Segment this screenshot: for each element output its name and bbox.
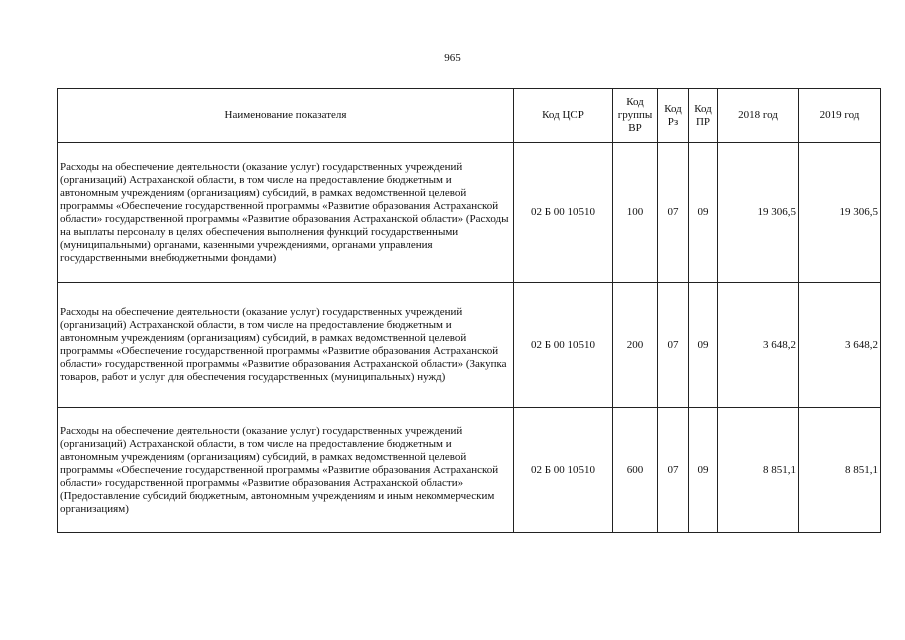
row-2019: 3 648,2: [799, 283, 881, 408]
header-name: Наименование показателя: [58, 89, 514, 143]
table-row: [58, 143, 881, 283]
row-2019: 19 306,5: [799, 143, 881, 283]
row-name: Расходы на обеспечение деятельности (оказание услуг) государственных учреждений (организаций) Астраханской области, в том числе на предоставление бюджетным и автономным учреждениям (организациям) субсидий, в рамках ведомственной целевой программы «Обеспечение государственной программы «Развитие образования Астраханской области» государственной программы «Развитие образования Астраханской области» (Предоставление субсидий бюджетным, автономным учреждениям и иным некоммерческим организациям): [58, 408, 514, 533]
header-pr: Код ПР: [689, 89, 718, 143]
row-pr: 09: [689, 143, 718, 283]
row-rz: 07: [658, 143, 689, 283]
row-vr: 600: [613, 408, 658, 533]
row-vr: 200: [613, 283, 658, 408]
row-rz: 07: [658, 408, 689, 533]
header-csr: Код ЦСР: [514, 89, 613, 143]
row-2019: 8 851,1: [799, 408, 881, 533]
row-rz: 07: [658, 283, 689, 408]
row-pr: 09: [689, 408, 718, 533]
header-vr: Код группы ВР: [613, 89, 658, 143]
row-2018: 8 851,1: [718, 408, 799, 533]
header-2018: 2018 год: [718, 89, 799, 143]
row-pr: 09: [689, 283, 718, 408]
page-number: 965: [444, 52, 461, 64]
header-rz: Код Рз: [658, 89, 689, 143]
row-csr: 02 Б 00 10510: [514, 408, 613, 533]
row-vr: 100: [613, 143, 658, 283]
budget-table: [57, 88, 881, 533]
row-name: Расходы на обеспечение деятельности (оказание услуг) государственных учреждений (организаций) Астраханской области, в том числе на предоставление бюджетным и автономным учреждениям (организациям) субсидий, в рамках ведомственной целевой программы «Обеспечение государственной программы «Развитие образования Астраханской области» государственной программы «Развитие образования Астраханской области» (Расходы на выплаты персоналу в целях обеспечения выполнения функций государственными (муниципальными) органами, казенными учреждениями, органами управления государственными внебюджетными фондами): [58, 143, 514, 283]
row-2018: 19 306,5: [718, 143, 799, 283]
table-row: [58, 408, 881, 533]
header-2019: 2019 год: [799, 89, 881, 143]
header-row: [58, 89, 881, 143]
table-row: [58, 283, 881, 408]
row-2018: 3 648,2: [718, 283, 799, 408]
row-csr: 02 Б 00 10510: [514, 143, 613, 283]
row-name: Расходы на обеспечение деятельности (оказание услуг) государственных учреждений (организаций) Астраханской области, в том числе на предоставление бюджетным и автономным учреждениям (организациям) субсидий, в рамках ведомственной целевой программы «Обеспечение государственной программы «Развитие образования Астраханской области» государственной программы «Развитие образования Астраханской области» (Закупка товаров, работ и услуг для обеспечения государственных (муниципальных) нужд): [58, 283, 514, 408]
row-csr: 02 Б 00 10510: [514, 283, 613, 408]
